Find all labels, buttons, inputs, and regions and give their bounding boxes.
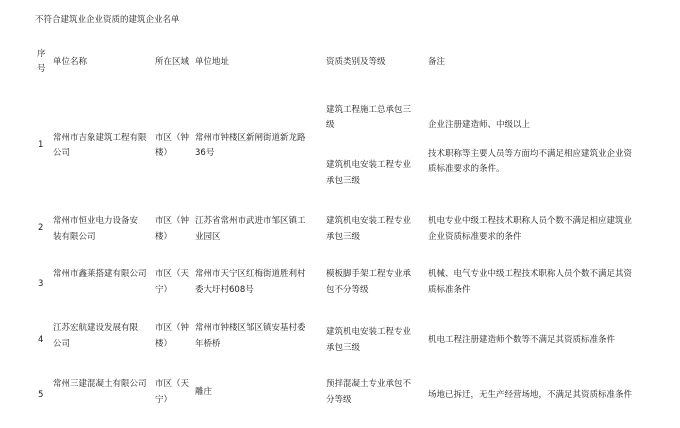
row-area: 楼） (155, 339, 173, 349)
row-address: 36号 (195, 148, 215, 158)
row-area: 市区（天 (155, 379, 190, 389)
row-address: 常州市天宁区红梅街道胜利村 (195, 269, 306, 279)
header-seq-2: 号 (37, 64, 46, 74)
row-address: 业园区 (195, 232, 221, 242)
header-name: 单位名称 (53, 57, 88, 67)
row-qualification: 级 (326, 120, 335, 130)
row-qualification: 承包三级 (326, 232, 361, 242)
row-area: 市区（钟 (155, 323, 190, 333)
row-address: 雕庄 (195, 387, 213, 397)
header-area: 所在区域 (155, 57, 190, 67)
row-remark: 企业资质标准要求的条件 (428, 232, 522, 242)
row-qualification: 建筑机电安装工程专业 (326, 327, 412, 337)
row-name: 公司 (53, 148, 71, 158)
row-name: 常州市恒业电力设备安 (53, 216, 139, 226)
row-address: 年桥桥 (195, 339, 221, 349)
row-area: 市区（钟 (155, 216, 190, 226)
row-remark: 企业注册建造师、中级以上 (428, 120, 531, 130)
row-area: 宁） (155, 395, 173, 405)
row-area: 宁） (155, 285, 173, 295)
row-area: 楼） (155, 148, 173, 158)
row-name: 常州三建混凝土有限公司 (53, 379, 147, 389)
row-remark: 质标准要求的条件。 (428, 164, 505, 174)
row-address: 委大圩村608号 (195, 285, 254, 295)
row-remark: 机电工程注册建造师个数等不满足其资质标准条件 (428, 335, 616, 345)
header-seq: 序 (37, 49, 46, 59)
row-remark: 机电专业中级工程技术职称人员个数不满足相应建筑业 (428, 216, 633, 226)
row-qualification: 包不分等级 (326, 285, 369, 295)
row-qualification: 建筑工程施工总承包三 (326, 105, 412, 115)
row-qualification: 承包三级 (326, 343, 361, 353)
row-qualification: 建筑机电安装工程专业 (326, 160, 412, 170)
row-remark: 技术职称等主要人员等方面均不满足相应建筑业企业资 (428, 149, 633, 159)
row-address: 常州市钟楼区邹区镇安基村委 (195, 323, 306, 333)
row-name: 常州市鑫莱搭建有限公司 (53, 269, 147, 279)
row-qualification: 分等级 (326, 395, 352, 405)
row-qualification: 建筑机电安装工程专业 (326, 216, 412, 226)
row-remark: 质标准条件 (428, 285, 471, 295)
row-seq: 3 (38, 279, 44, 289)
row-qualification: 模板脚手架工程专业承 (326, 269, 412, 279)
header-address: 单位地址 (195, 57, 230, 67)
row-name: 装有限公司 (53, 232, 96, 242)
row-name: 江苏宏航建设发展有限 (53, 323, 139, 333)
row-seq: 1 (38, 140, 44, 150)
row-area: 楼） (155, 232, 173, 242)
document-title: 不符合建筑业企业资质的建筑企业名单 (35, 15, 180, 25)
row-name: 公司 (53, 339, 71, 349)
row-area: 市区（钟 (155, 133, 190, 143)
row-remark: 场地已拆迁，无生产经营场地，不满足其资质标准条件 (428, 390, 633, 400)
row-name: 常州市吉象建筑工程有限 (53, 133, 147, 143)
row-address: 常州市钟楼区新闸街道新龙路 (195, 133, 306, 143)
row-seq: 4 (38, 335, 44, 345)
row-qualification: 承包三级 (326, 176, 361, 186)
row-remark: 机械、电气专业中级工程技术职称人员个数不满足其资 (428, 269, 633, 279)
row-address: 江苏省常州市武进市邹区镇工 (195, 216, 306, 226)
row-seq: 5 (38, 390, 44, 400)
row-qualification: 预拌混凝土专业承包不 (326, 379, 412, 389)
row-area: 市区（天 (155, 269, 190, 279)
row-seq: 2 (38, 223, 44, 233)
header-remark: 备注 (428, 57, 446, 67)
header-qualification: 资质类别及等级 (326, 57, 386, 67)
